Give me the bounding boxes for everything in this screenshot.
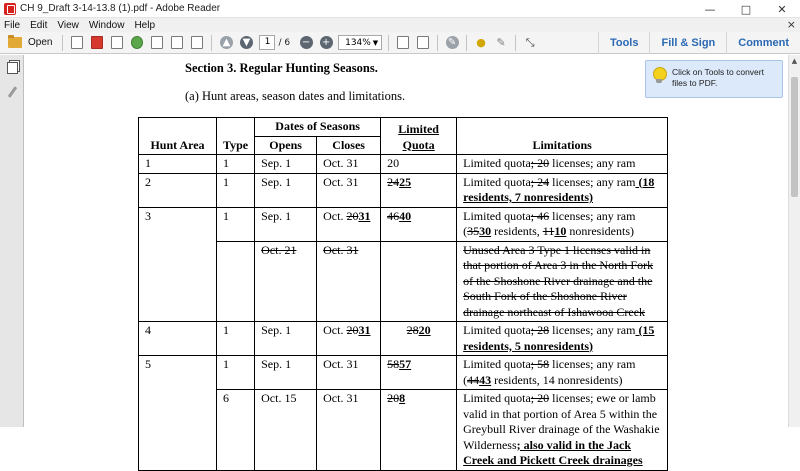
- cell-type: 1: [217, 356, 255, 390]
- sign-icon[interactable]: ✎: [444, 35, 460, 51]
- cell-opens: Sep. 1: [255, 173, 317, 207]
- page-thumbnails-button[interactable]: [5, 61, 19, 75]
- page-count: / 6: [278, 37, 291, 48]
- limitation-text: licenses; any ram (: [463, 357, 636, 387]
- limitation-text: licenses; any ram: [549, 323, 636, 337]
- close-button[interactable]: ✕: [777, 2, 787, 16]
- new-quota: 25: [399, 174, 412, 189]
- cell-opens: Oct. 15: [255, 390, 317, 471]
- fit-page-icon[interactable]: [395, 35, 411, 51]
- cell-type: 1: [217, 155, 255, 174]
- export-pdf-icon[interactable]: [89, 35, 105, 51]
- comment-icon[interactable]: ●: [476, 36, 486, 49]
- cell-quota: [381, 173, 457, 207]
- cell-closes: [317, 207, 381, 241]
- inserted-text: (18 residents, 7 nonresidents): [463, 174, 655, 204]
- cell-quota: [381, 390, 457, 471]
- inserted-text: 43: [479, 372, 492, 387]
- limitation-text: nonresidents): [566, 224, 634, 238]
- open-label: Open: [28, 37, 53, 48]
- minimize-button[interactable]: —: [704, 2, 716, 16]
- cell-limitations: [457, 207, 668, 241]
- upload-icon[interactable]: [129, 35, 145, 51]
- highlight-icon[interactable]: ✎: [496, 36, 506, 49]
- cell-type: [217, 241, 255, 322]
- pages-icon: [7, 62, 18, 74]
- cell-limitations: [457, 173, 668, 207]
- tools-tab[interactable]: Tools: [598, 32, 650, 54]
- deleted-text: ; 20: [530, 156, 550, 170]
- cell-type: 1: [217, 207, 255, 241]
- cell-opens: Sep. 1: [255, 207, 317, 241]
- inserted-text: 30: [479, 224, 492, 238]
- cell-area: 5: [139, 356, 217, 471]
- page-number-input[interactable]: 1: [259, 35, 275, 50]
- deleted-quota: 28: [406, 323, 419, 337]
- cell-opens: Oct. 21: [255, 241, 317, 322]
- inserted-text: (15 residents, 5 nonresidents): [463, 323, 655, 353]
- toolbar-separator: [437, 35, 438, 51]
- deleted-quota: 24: [387, 174, 400, 189]
- limitation-text: Limited quota: [463, 208, 531, 223]
- deleted-date: 20: [346, 208, 359, 223]
- table-row: [139, 356, 668, 390]
- new-quota: 20: [418, 323, 431, 337]
- limitation-text: Limited quota: [463, 357, 531, 371]
- window-controls: [692, 0, 800, 18]
- table-row: [139, 322, 668, 356]
- header-opens: Opens: [255, 136, 317, 155]
- menu-bar: [0, 18, 800, 32]
- toolbar: [0, 32, 800, 54]
- save-icon[interactable]: [149, 35, 165, 51]
- next-page-icon[interactable]: ▼: [238, 35, 254, 51]
- header-hunt-area: Hunt Area: [139, 118, 217, 155]
- cell-type: 1: [217, 173, 255, 207]
- table-header-row: [139, 118, 668, 137]
- read-mode-icon[interactable]: [415, 35, 431, 51]
- header-type: Type: [217, 118, 255, 155]
- cell-opens: Sep. 1: [255, 155, 317, 174]
- deleted-text: 44: [467, 372, 480, 387]
- hunting-seasons-table: [138, 117, 668, 471]
- previous-page-icon[interactable]: ▲: [218, 35, 234, 51]
- limitation-text: Limited quota: [463, 174, 531, 189]
- cell-type: 1: [217, 322, 255, 356]
- email-icon[interactable]: [189, 35, 205, 51]
- limitation-text: Limited quota: [463, 156, 531, 170]
- cell-closes: Oct. 31: [317, 390, 381, 471]
- limitation-text: licenses; any ram (: [463, 208, 636, 238]
- cell-area: 4: [139, 322, 217, 356]
- cell-limitations: [457, 390, 668, 471]
- limitation-text: licenses; any ram: [549, 174, 636, 189]
- limitation-text: residents, 14 nonresidents): [491, 372, 623, 387]
- cell-limitations: [457, 322, 668, 356]
- cell-opens: Sep. 1: [255, 356, 317, 390]
- zoom-select[interactable]: [338, 35, 382, 50]
- menu-edit[interactable]: Edit: [30, 19, 48, 31]
- deleted-text: 11: [542, 224, 555, 238]
- chevron-down-icon: ▼: [372, 38, 379, 47]
- signatures-button[interactable]: [5, 85, 19, 99]
- maximize-button[interactable]: □: [740, 2, 752, 16]
- fullscreen-icon[interactable]: ⤡: [525, 35, 535, 49]
- create-pdf-icon[interactable]: [69, 35, 85, 51]
- cell-quota: [381, 241, 457, 322]
- cell-limitations: [457, 356, 668, 390]
- cell-opens: Sep. 1: [255, 322, 317, 356]
- closes-text: Oct.: [323, 323, 347, 337]
- subsection-heading: (a) Hunt areas, season dates and limitations.: [185, 89, 406, 103]
- new-quota: 40: [399, 208, 412, 223]
- table-row: [139, 390, 668, 471]
- cell-area: 2: [139, 173, 217, 207]
- deleted-text: 35: [467, 224, 480, 238]
- open-button[interactable]: [6, 33, 58, 53]
- deleted-text: ; 28: [530, 323, 550, 337]
- cell-quota: 20: [381, 155, 457, 174]
- header-limited: Limited: [398, 122, 439, 136]
- print-icon[interactable]: [169, 35, 185, 51]
- cell-closes: Oct. 31: [317, 356, 381, 390]
- deleted-text: ; 46: [530, 208, 550, 223]
- deleted-quota: 46: [387, 208, 400, 223]
- deleted-date: 20: [346, 323, 359, 337]
- folder-icon: [8, 37, 22, 48]
- table-row: [139, 207, 668, 241]
- title-bar: [0, 0, 800, 18]
- limitation-text: licenses; any ram: [549, 156, 636, 170]
- deleted-text: ; 24: [530, 174, 550, 189]
- header-limited-quota: [381, 118, 457, 155]
- new-quota: 8: [399, 391, 406, 405]
- tooltip-text: Click on Tools to convert files to PDF.: [672, 67, 764, 88]
- menu-help[interactable]: Help: [134, 19, 156, 31]
- table-row: [139, 241, 668, 322]
- cell-quota: [381, 356, 457, 390]
- closes-text: Oct.: [323, 208, 347, 223]
- menu-view[interactable]: View: [57, 19, 79, 31]
- deleted-quota: 20: [387, 391, 400, 405]
- window-title: CH 9_Draft 3-14-13.8 (1).pdf - Adobe Reader: [20, 3, 221, 14]
- document-view[interactable]: [25, 55, 788, 467]
- limitation-text: Limited quota: [463, 323, 531, 337]
- scroll-up-icon[interactable]: ▲: [791, 57, 798, 65]
- deleted-text: ; 58: [530, 357, 550, 371]
- toolbar-separator: [388, 35, 389, 51]
- inserted-text: ; also valid in the Jack Creek and Pickett Creek drainages: [463, 437, 643, 467]
- zoom-out-icon[interactable]: −: [298, 35, 314, 51]
- cell-limitations: Unused Area 3 Type 1 licenses valid in that portion of Area 3 in the North Fork of the Shoshone River drainage and the South Fork of the Shoshone River drainage northeast of Ishawooa Creek: [457, 241, 668, 322]
- tools-tooltip[interactable]: [645, 60, 783, 98]
- toolbar-separator: [515, 35, 516, 51]
- lightbulb-icon: [652, 67, 666, 85]
- cell-quota: [381, 322, 457, 356]
- deleted-quota: 58: [387, 357, 400, 371]
- limitation-text: Limited quota: [463, 391, 531, 405]
- toolbar-right-tabs: [598, 32, 800, 54]
- fill-sign-tab[interactable]: Fill & Sign: [649, 32, 726, 54]
- menu-window[interactable]: Window: [88, 19, 125, 31]
- edit-pdf-icon[interactable]: [109, 35, 125, 51]
- section-title: Section 3. Regular Hunting Seasons.: [185, 61, 378, 75]
- pen-icon: [7, 86, 16, 98]
- comment-tab[interactable]: Comment: [726, 32, 800, 54]
- table-row: [139, 173, 668, 207]
- deleted-text: ; 20: [530, 391, 550, 405]
- new-quota: 57: [399, 357, 412, 371]
- toolbar-separator: [62, 35, 63, 51]
- vertical-scrollbar[interactable]: [788, 55, 800, 427]
- header-dates-of-seasons: Dates of Seasons: [255, 118, 381, 137]
- toolbar-separator: [466, 35, 467, 51]
- table-row: [139, 155, 668, 174]
- cell-area: 1: [139, 155, 217, 174]
- cell-closes: Oct. 31: [317, 241, 381, 322]
- scroll-thumb[interactable]: [791, 77, 798, 197]
- inserted-text: 10: [554, 224, 567, 238]
- cell-area: 3: [139, 207, 217, 322]
- limitation-text: licenses; ewe or lamb valid in that portion of Area 5 within the Greybull River drainage of the Washakie Wilderness: [463, 391, 660, 452]
- zoom-in-icon[interactable]: +: [318, 35, 334, 51]
- navigation-pane: [0, 55, 24, 427]
- header-closes: Closes: [317, 136, 381, 155]
- cell-type: 6: [217, 390, 255, 471]
- new-date: 31: [358, 323, 371, 337]
- limitation-text: residents,: [491, 224, 543, 238]
- menu-file[interactable]: File: [4, 19, 21, 31]
- toolbar-separator: [211, 35, 212, 51]
- header-limitations: Limitations: [457, 118, 668, 155]
- cell-limitations: [457, 155, 668, 174]
- document-close-button[interactable]: ×: [786, 18, 796, 31]
- new-date: 31: [358, 208, 371, 223]
- cell-closes: Oct. 31: [317, 155, 381, 174]
- adobe-reader-icon: [4, 3, 16, 15]
- zoom-value: 134%: [345, 37, 371, 48]
- header-quota: Quota: [402, 137, 435, 152]
- cell-quota: [381, 207, 457, 241]
- cell-closes: Oct. 31: [317, 173, 381, 207]
- cell-closes: [317, 322, 381, 356]
